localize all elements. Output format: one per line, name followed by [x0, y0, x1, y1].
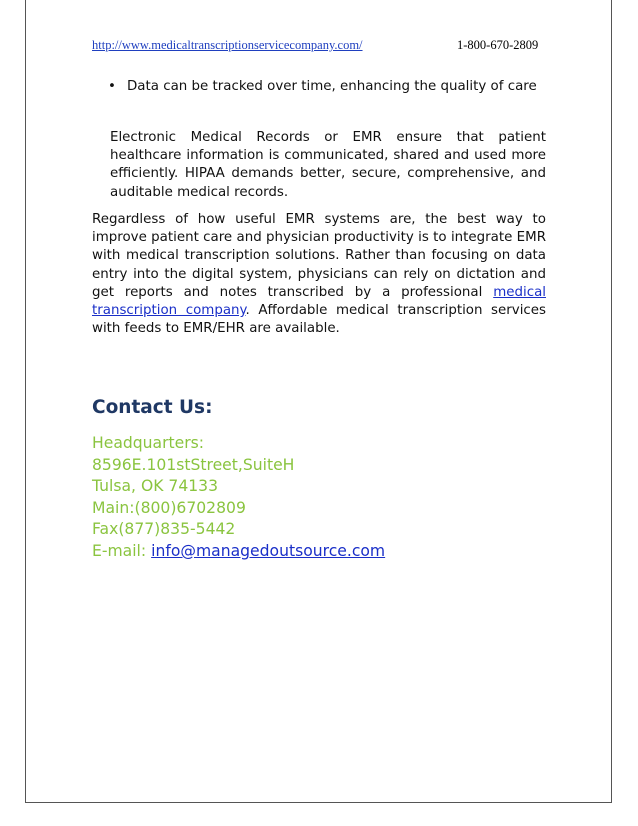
contact-address-line2: Tulsa, OK 74133 [92, 477, 219, 496]
header-phone: 1-800-670-2809 [457, 38, 539, 52]
contact-main-phone: Main:(800)6702809 [92, 498, 246, 517]
contact-block [92, 433, 552, 563]
contact-email-label: E-mail: [92, 541, 147, 560]
contact-address-line1: 8596E.101stStreet,SuiteH [92, 455, 295, 474]
emr-paragraph: Electronic Medical Records or EMR ensure that patient healthcare information is communicated, shared and used more efficiently. HIPAA demands better, secure, comprehensive, and auditable medical records. [110, 130, 546, 200]
page-header [92, 38, 548, 54]
contact-email-link[interactable]: info@managedoutsource.com [151, 541, 386, 560]
bullet-icon: • [108, 79, 116, 94]
header-url-link[interactable]: http://www.medicaltranscriptionservicecompany.com/ [92, 38, 363, 52]
main-paragraph-text-end: . Affordable medical transcription services with feeds to EMR/EHR are available. [92, 303, 546, 337]
contact-headquarters: Headquarters: [92, 434, 205, 452]
main-paragraph [92, 211, 546, 338]
main-paragraph-text: Regardless of how useful EMR systems are, the best way to improve patient care and physician productivity is to integrate EMR with medical transcription solutions. Rather than focusing on data entry into the digital system, physicians can rely on dictation and get reports and notes transcribed by a professional [92, 212, 546, 300]
bullet-text: Data can be tracked over time, enhancing the quality of care [127, 79, 537, 94]
contact-heading: Contact Us: [92, 397, 213, 418]
contact-email-row [92, 541, 552, 563]
contact-fax: Fax(877)835-5442 [92, 520, 236, 539]
medical-transcription-company-link[interactable]: medical transcription company [92, 284, 546, 319]
